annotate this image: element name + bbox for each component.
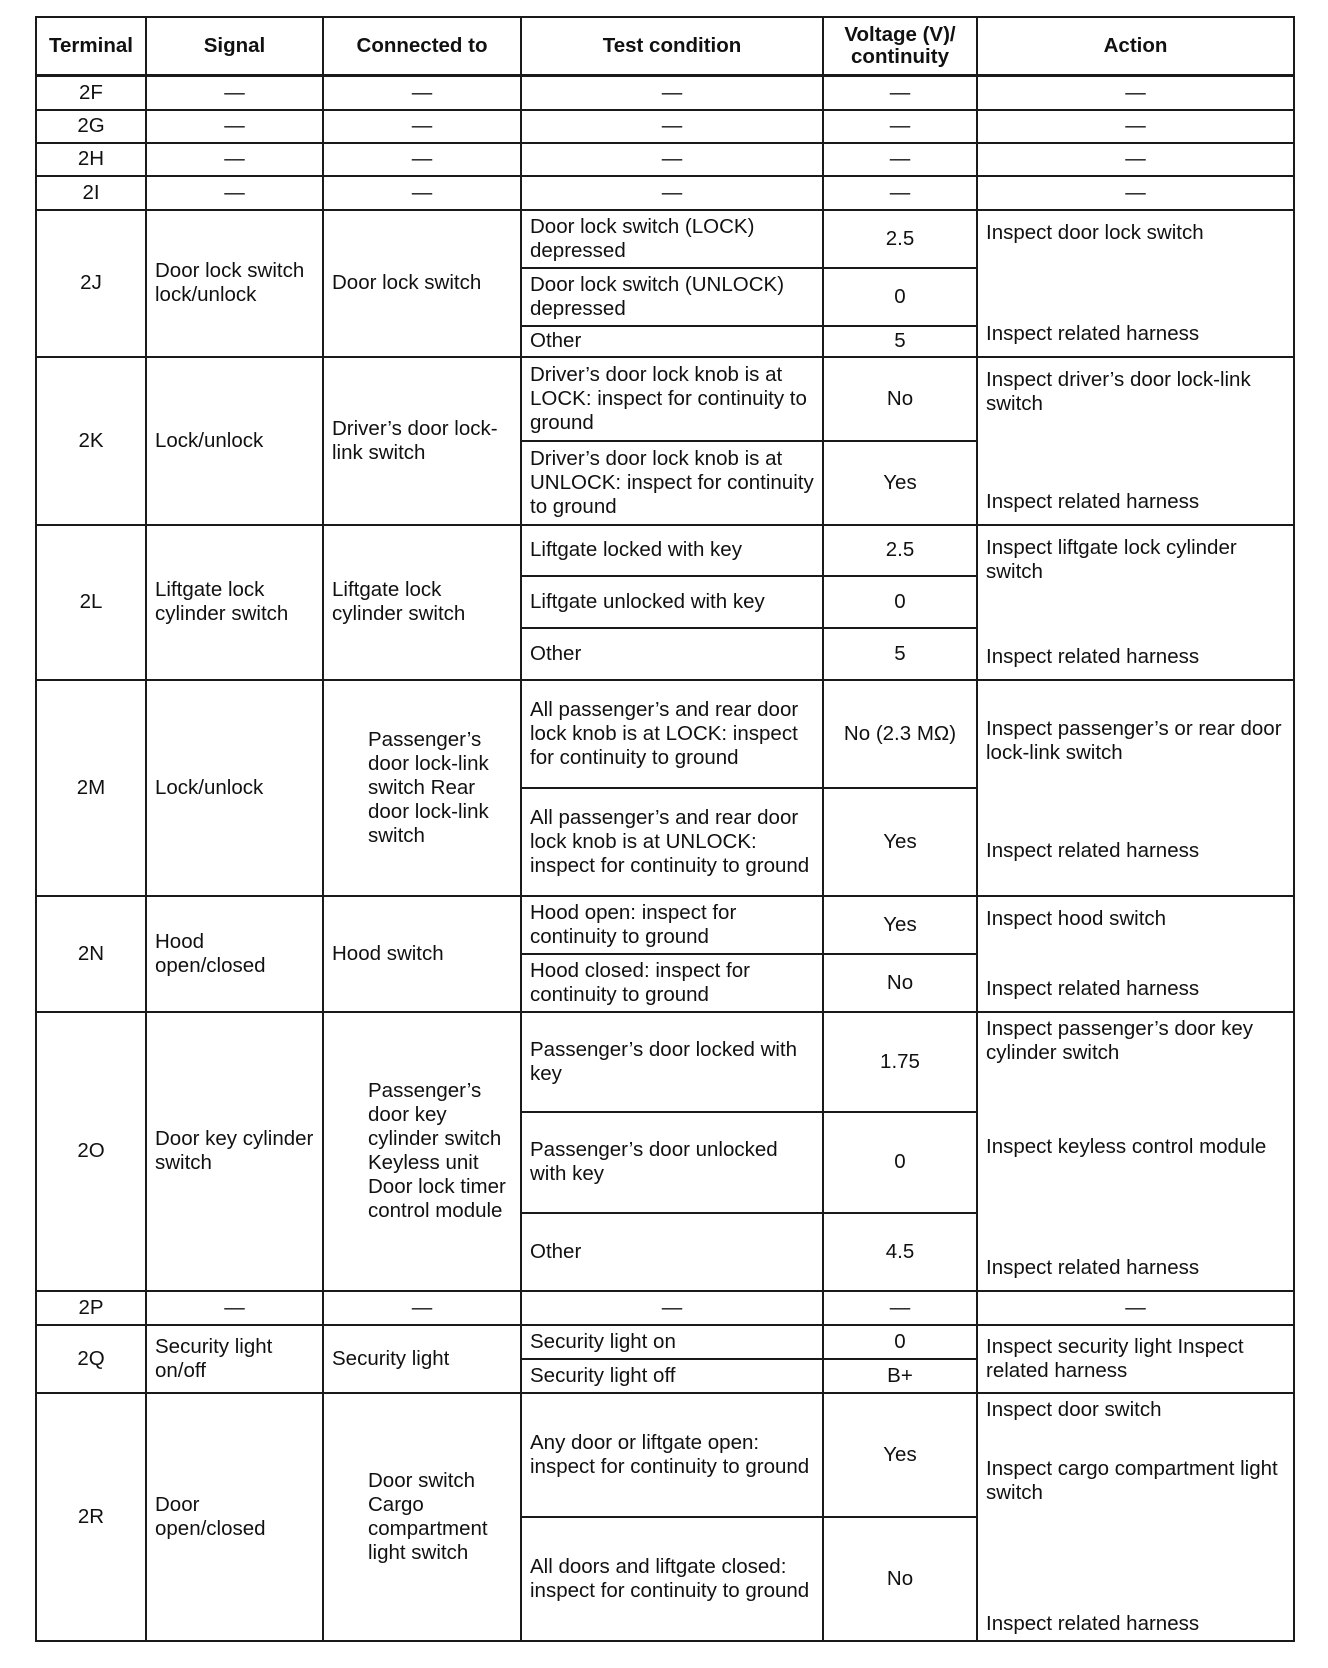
table-row <box>36 357 1294 441</box>
signal-cell: Door lock switch lock/unlock <box>146 210 323 357</box>
dash-cell: — <box>823 176 977 210</box>
action-primary: Inspect hood switch <box>986 906 1167 930</box>
connected-item: Door switch <box>368 1468 476 1492</box>
value-cell: No <box>823 954 977 1012</box>
value-cell: 5 <box>823 628 977 680</box>
test-condition-cell: Driver’s door lock knob is at UNLOCK: inspect for continuity to ground <box>521 441 823 525</box>
terminal-cell: 2N <box>36 896 146 1012</box>
signal-cell: Liftgate lock cylinder switch <box>146 525 323 680</box>
header-test-condition: Test condition <box>521 17 823 76</box>
test-condition-cell: Hood open: inspect for continuity to ground <box>521 896 823 954</box>
value-cell: 5 <box>823 326 977 357</box>
dash-cell: — <box>323 76 521 110</box>
header-signal: Signal <box>146 17 323 76</box>
connected-item: Keyless unit <box>368 1151 479 1174</box>
test-condition-cell: Passenger’s door unlocked with key <box>521 1112 823 1213</box>
table-row <box>36 1325 1294 1359</box>
action-cell <box>977 1012 1294 1291</box>
action-secondary: Inspect cargo compartment light switch <box>986 1456 1278 1504</box>
test-condition-cell: All doors and liftgate closed: inspect for continuity to ground <box>521 1517 823 1641</box>
table-row <box>36 143 1294 176</box>
dash-cell: — <box>146 110 323 143</box>
value-cell: Yes <box>823 896 977 954</box>
connected-item: Passenger’s door lock-link switch <box>368 727 489 799</box>
dash-cell: — <box>323 143 521 176</box>
test-condition-cell: All passenger’s and rear door lock knob is at UNLOCK: inspect for continuity to ground <box>521 788 823 896</box>
signal-cell: Door open/closed <box>146 1393 323 1641</box>
value-cell: Yes <box>823 788 977 896</box>
table-row <box>36 110 1294 143</box>
dash-cell: — <box>823 76 977 110</box>
action-harness: Inspect related harness <box>986 1255 1200 1279</box>
connected-to-cell <box>323 680 521 896</box>
terminal-cell: 2R <box>36 1393 146 1641</box>
dash-cell: — <box>977 110 1294 143</box>
action-harness: Inspect related harness <box>986 838 1200 862</box>
table-row <box>36 525 1294 576</box>
table-row <box>36 210 1294 268</box>
dash-cell: — <box>323 1291 521 1325</box>
terminal-cell: 2P <box>36 1291 146 1325</box>
value-cell: No <box>823 357 977 441</box>
dash-cell: — <box>146 1291 323 1325</box>
value-cell <box>823 680 977 788</box>
test-condition-cell: Any door or liftgate open: inspect for continuity to ground <box>521 1393 823 1517</box>
action-secondary: Inspect keyless control module <box>986 1134 1267 1158</box>
action-harness: Inspect related harness <box>986 1611 1200 1635</box>
dash-cell: — <box>521 143 823 176</box>
connected-to-cell: Driver’s door lock-link switch <box>323 357 521 525</box>
test-condition-cell: Liftgate locked with key <box>521 525 823 576</box>
connected-item: Passenger’s door key cylinder switch <box>368 1079 502 1150</box>
dash-cell: — <box>823 110 977 143</box>
action-harness: Inspect related harness <box>986 1334 1244 1382</box>
table-row <box>36 1012 1294 1112</box>
connected-item: Cargo compartment light switch <box>368 1492 488 1564</box>
dash-cell: — <box>823 143 977 176</box>
signal-cell: Door key cylinder switch <box>146 1012 323 1291</box>
terminal-cell: 2G <box>36 110 146 143</box>
action-cell <box>977 896 1294 1012</box>
signal-cell: Lock/unlock <box>146 357 323 525</box>
dash-cell: — <box>977 176 1294 210</box>
terminal-inspection-table <box>35 16 1295 1642</box>
table-row <box>36 680 1294 788</box>
action-cell <box>977 680 1294 896</box>
value-cell: 0 <box>823 268 977 326</box>
dash-cell: — <box>521 176 823 210</box>
dash-cell: — <box>521 1291 823 1325</box>
test-condition-cell: Security light off <box>521 1359 823 1393</box>
header-action: Action <box>977 17 1294 76</box>
action-primary: Inspect door switch <box>986 1397 1162 1421</box>
header-terminal: Terminal <box>36 17 146 76</box>
action-primary: Inspect driver’s door lock-link switch <box>986 367 1251 415</box>
connected-to-cell: Door lock switch <box>323 210 521 357</box>
terminal-cell: 2Q <box>36 1325 146 1393</box>
value-cell: 2.5 <box>823 525 977 576</box>
value-main: No <box>843 721 871 745</box>
terminal-cell: 2O <box>36 1012 146 1291</box>
terminal-cell: 2I <box>36 176 146 210</box>
test-condition-cell: Door lock switch (UNLOCK) depressed <box>521 268 823 326</box>
dash-cell: — <box>146 143 323 176</box>
table-row <box>36 176 1294 210</box>
test-condition-cell: Passenger’s door locked with key <box>521 1012 823 1112</box>
dash-cell: — <box>146 76 323 110</box>
signal-cell: Hood open/closed <box>146 896 323 1012</box>
header-voltage-continuity: Voltage (V)/ continuity <box>823 17 977 76</box>
terminal-cell: 2H <box>36 143 146 176</box>
value-cell: Yes <box>823 1393 977 1517</box>
value-cell: 0 <box>823 576 977 628</box>
dash-cell: — <box>146 176 323 210</box>
connected-item: Rear door lock-link switch <box>368 775 489 847</box>
table-row <box>36 76 1294 110</box>
action-harness: Inspect related harness <box>986 644 1200 668</box>
connected-to-cell: Security light <box>323 1325 521 1393</box>
test-condition-cell: Other <box>521 628 823 680</box>
dash-cell: — <box>823 1291 977 1325</box>
value-cell: 0 <box>823 1112 977 1213</box>
test-condition-cell: Liftgate unlocked with key <box>521 576 823 628</box>
action-harness: Inspect related harness <box>986 489 1200 513</box>
dash-cell: — <box>323 176 521 210</box>
action-primary: Inspect security light <box>986 1334 1172 1358</box>
connected-to-cell <box>323 1012 521 1291</box>
test-condition-cell: Other <box>521 1213 823 1291</box>
connected-to-cell <box>323 1393 521 1641</box>
connected-to-cell: Hood switch <box>323 896 521 1012</box>
value-cell: No <box>823 1517 977 1641</box>
action-harness: Inspect related harness <box>986 976 1200 1000</box>
action-cell <box>977 210 1294 357</box>
terminal-cell: 2M <box>36 680 146 896</box>
value-cell: B+ <box>823 1359 977 1393</box>
terminal-cell: 2K <box>36 357 146 525</box>
action-cell <box>977 525 1294 680</box>
action-harness: Inspect related harness <box>986 321 1200 345</box>
value-cell: 2.5 <box>823 210 977 268</box>
connected-item: Door lock timer control module <box>368 1175 506 1222</box>
header-connected-to: Connected to <box>323 17 521 76</box>
terminal-cell: 2F <box>36 76 146 110</box>
value-note: (2.3 MΩ) <box>875 721 957 745</box>
signal-cell: Security light on/off <box>146 1325 323 1393</box>
test-condition-cell: Hood closed: inspect for continuity to ground <box>521 954 823 1012</box>
action-cell <box>977 1325 1294 1393</box>
header-row <box>36 17 1294 76</box>
action-primary: Inspect liftgate lock cylinder switch <box>986 535 1237 583</box>
dash-cell: — <box>521 76 823 110</box>
test-condition-cell: Other <box>521 326 823 357</box>
table-row <box>36 896 1294 954</box>
action-primary: Inspect door lock switch <box>986 220 1204 244</box>
dash-cell: — <box>521 110 823 143</box>
connected-to-cell: Liftgate lock cylinder switch <box>323 525 521 680</box>
test-condition-cell: All passenger’s and rear door lock knob is at LOCK: inspect for continuity to ground <box>521 680 823 788</box>
table-row <box>36 1291 1294 1325</box>
dash-cell: — <box>977 76 1294 110</box>
dash-cell: — <box>977 1291 1294 1325</box>
dash-cell: — <box>323 110 521 143</box>
signal-cell: Lock/unlock <box>146 680 323 896</box>
action-cell <box>977 357 1294 525</box>
terminal-cell: 2J <box>36 210 146 357</box>
test-condition-cell: Driver’s door lock knob is at LOCK: inspect for continuity to ground <box>521 357 823 441</box>
action-cell <box>977 1393 1294 1641</box>
action-primary: Inspect passenger’s door key cylinder switch <box>986 1016 1254 1064</box>
value-cell: 4.5 <box>823 1213 977 1291</box>
dash-cell: — <box>977 143 1294 176</box>
value-cell: Yes <box>823 441 977 525</box>
table-row <box>36 1393 1294 1517</box>
action-primary: Inspect passenger’s or rear door lock-link switch <box>986 716 1282 764</box>
terminal-cell: 2L <box>36 525 146 680</box>
test-condition-cell: Security light on <box>521 1325 823 1359</box>
value-cell: 1.75 <box>823 1012 977 1112</box>
value-cell: 0 <box>823 1325 977 1359</box>
test-condition-cell: Door lock switch (LOCK) depressed <box>521 210 823 268</box>
